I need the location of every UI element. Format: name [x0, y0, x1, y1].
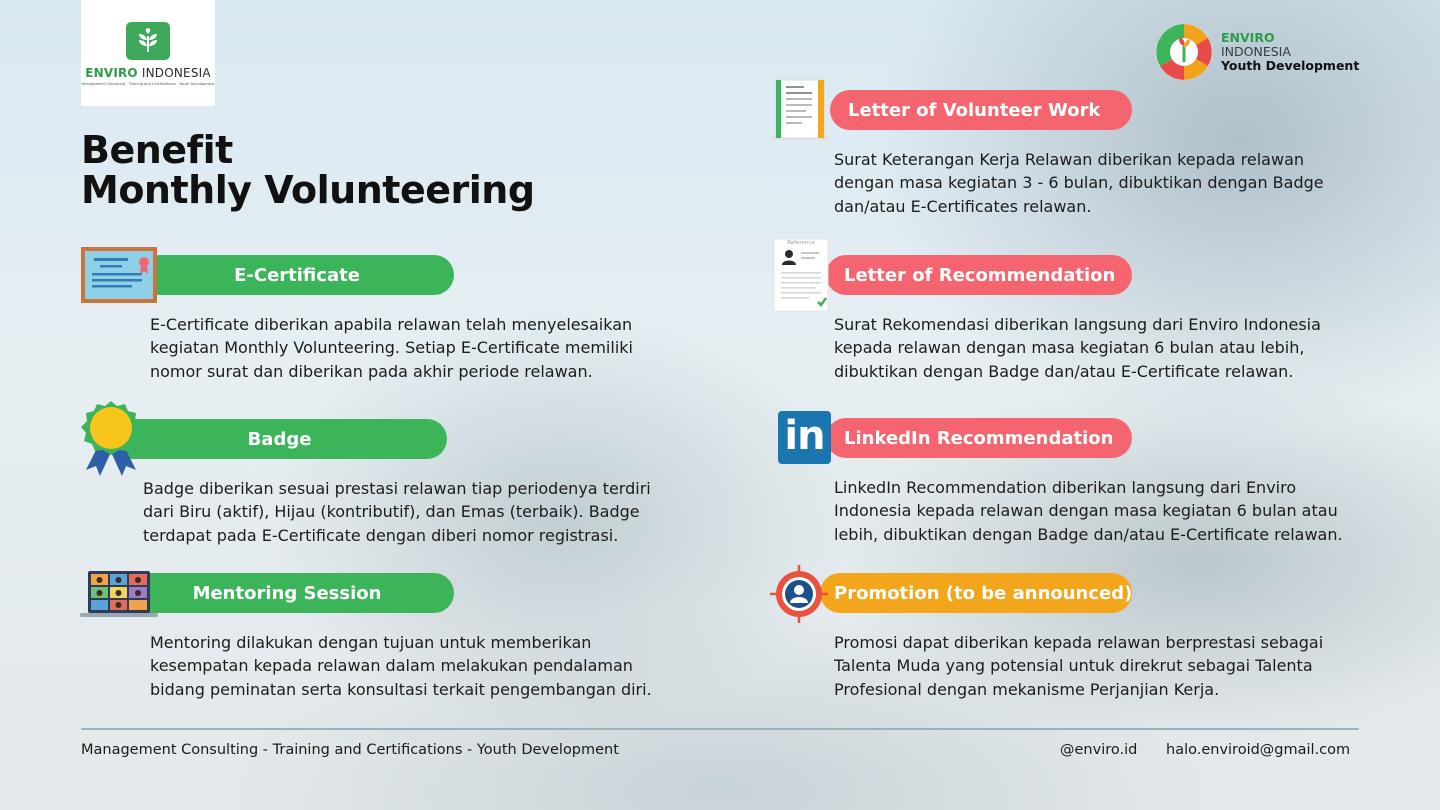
logo-tagline: Management Consulting - Training and Certifications - Youth Development — [81, 82, 215, 86]
footer-email[interactable]: halo.enviroid@gmail.com — [1166, 742, 1351, 758]
enviro-indonesia-logo — [81, 0, 215, 106]
document-icon — [772, 78, 828, 142]
letter-of-recommendation-label: Letter of Recommendation — [844, 264, 1116, 286]
badge-description: Badge diberikan sesuai prestasi relawan tiap periodenya terdiri dari Biru (aktif), Hijau (kontributif), dan Emas (terbaik). Badge terdapat pada E-Certificate dengan diberi nomor registrasi. — [143, 479, 651, 545]
mentoring-session-label: Mentoring Session — [192, 582, 382, 604]
youth-development-logo — [1154, 22, 1364, 82]
e-certificate-description: E-Certificate diberikan apabila relawan telah menyelesaikan kegiatan Monthly Volunteering. Setiap E-Certificate memiliki nomor surat dan diberikan pada akhir periode relawan. — [150, 315, 633, 381]
e-certificate-label: E-Certificate — [234, 264, 360, 286]
mentoring-session-description: Mentoring dilakukan dengan tujuan untuk memberikan kesempatan kepada relawan dalam melakukan pendalaman bidang peminatan serta konsultasi terkait pengembangan diri. — [150, 633, 652, 699]
youth-development-emblem-icon — [1154, 22, 1214, 82]
letter-of-volunteer-work-description: Surat Keterangan Kerja Relawan diberikan kepada relawan dengan masa kegiatan 3 - 6 bulan, dibuktikan dengan Badge dan/atau E-Certificates relawan. — [834, 150, 1324, 216]
certificate-icon — [80, 246, 158, 304]
linkedin-recommendation-pill — [826, 418, 1132, 458]
video-call-icon — [80, 570, 158, 618]
reference-letter-icon — [772, 238, 830, 312]
footer-social-handle[interactable]: @enviro.id — [1060, 742, 1138, 758]
footer-divider — [81, 728, 1359, 730]
mentoring-session-pill — [120, 573, 454, 613]
badge-icon — [80, 400, 142, 478]
badge-pill — [112, 419, 447, 459]
reference-letter-caption: Reference — [787, 240, 815, 246]
logo-right-line1: ENVIRO — [1221, 30, 1275, 45]
letter-of-recommendation-description: Surat Rekomendasi diberikan langsung dari Enviro Indonesia kepada relawan dengan masa kegiatan 6 bulan atau lebih, dibuktikan dengan Badge dan/atau E-Certificate relawan. — [834, 315, 1321, 381]
page-title-line2: Monthly Volunteering — [81, 168, 535, 212]
linkedin-recommendation-label: LinkedIn Recommendation — [844, 427, 1114, 449]
e-certificate-pill — [140, 255, 454, 295]
logo-right-line3: Youth Development — [1221, 58, 1360, 73]
page-title-line1: Benefit — [81, 128, 233, 172]
leaf-icon — [126, 22, 170, 60]
promotion-pill — [820, 573, 1132, 613]
logo-right-line2: INDONESIA — [1221, 44, 1291, 59]
promotion-label: Promotion (to be announced) — [834, 582, 1133, 604]
logo-brand-name: ENVIRO INDONESIA — [85, 66, 211, 80]
letter-of-recommendation-pill — [826, 255, 1132, 295]
page-title — [81, 130, 535, 210]
promotion-description: Promosi dapat diberikan kepada relawan berprestasi sebagai Talenta Muda yang potensial untuk direkrut sebagai Talenta Profesional dengan mekanisme Perjanjian Kerja. — [834, 633, 1324, 699]
linkedin-icon: in — [778, 411, 831, 464]
footer-services: Management Consulting - Training and Certifications - Youth Development — [81, 742, 619, 758]
letter-of-volunteer-work-label: Letter of Volunteer Work — [848, 99, 1101, 121]
letter-of-volunteer-work-pill — [830, 90, 1132, 130]
badge-label: Badge — [247, 428, 312, 450]
linkedin-recommendation-description: LinkedIn Recommendation diberikan langsung dari Enviro Indonesia kepada relawan dengan masa kegiatan 6 bulan atau lebih, dibuktikan dengan Badge dan/atau E-Certificate relawan. — [834, 478, 1343, 544]
target-person-icon — [770, 565, 828, 623]
